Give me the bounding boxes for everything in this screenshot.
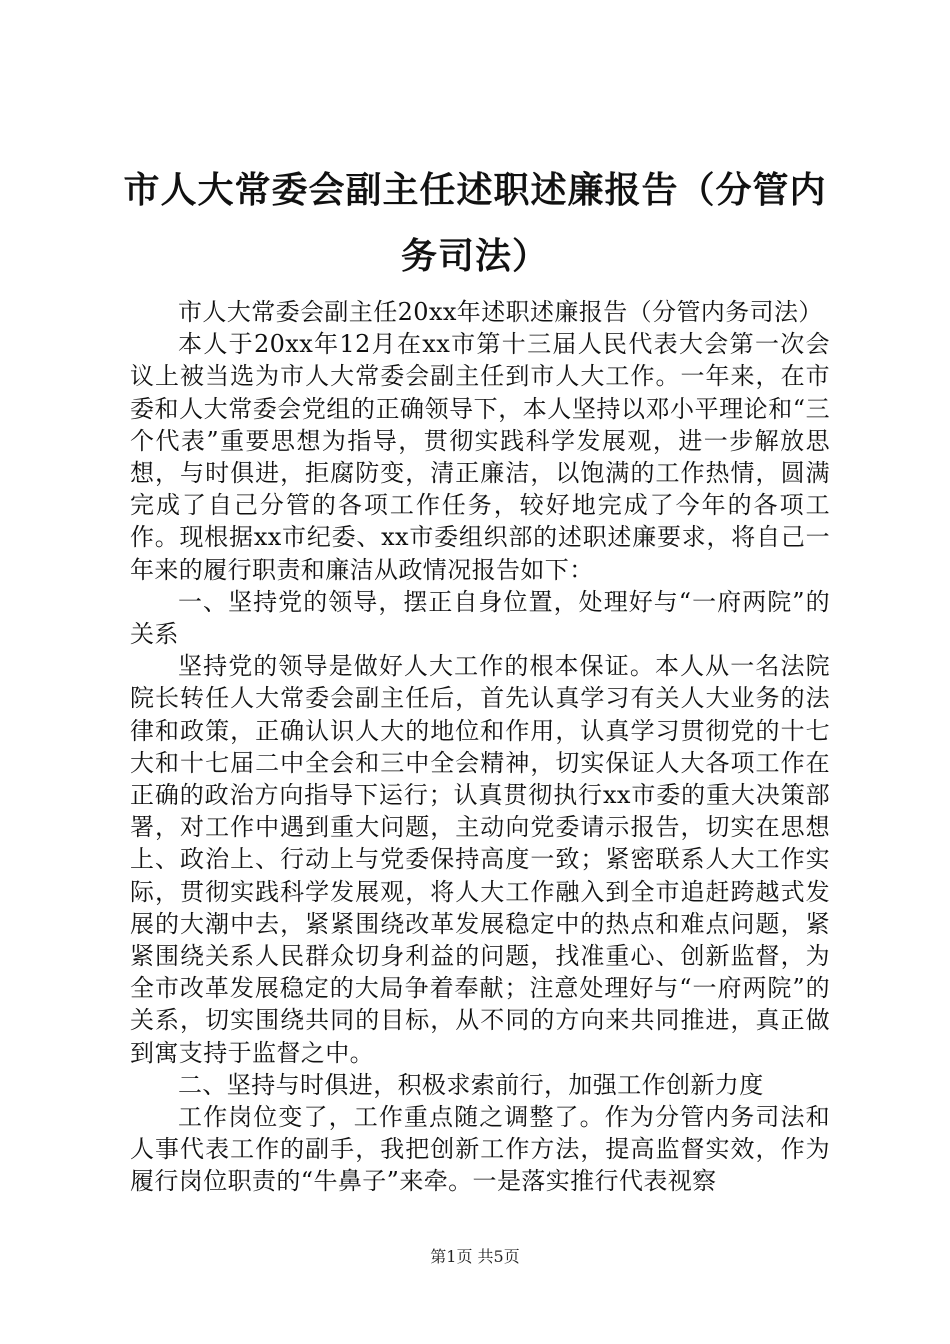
intro-paragraph: 本人于20xx年12月在xx市第十三届人民代表大会第一次会议上被当选为市人大常委会副主任到市人大工作。一年来，在市委和人大常委会党组的正确领导下，本人坚持以邓小平理论和“三个代表”重要思想为指导，贯彻实践科学发展观，进一步解放思想，与时俱进，拒腐防变，清正廉洁，以饱满的工作热情，圆满完成了自己分管的各项工作任务，较好地完成了今年的各项工作。现根据xx市纪委、xx市委组织部的述职述廉要求，将自己一年来的履行职责和廉洁从政情况报告如下： [130, 330, 830, 584]
section-paragraph-1: 坚持党的领导是做好人大工作的根本保证。本人从一名法院院长转任人大常委会副主任后，首先认真学习有关人大业务的法律和政策，正确认识人大的地位和作用，认真学习贯彻党的十七大和十七届二中全会和三中全会精神，切实保证人大各项工作在正确的政治方向指导下运行；认真贯彻执行xx市委的重大决策部署，对工作中遇到重大问题，主动向党委请示报告，切实在思想上、政治上、行动上与党委保持高度一致；紧密联系人大工作实际，贯彻实践科学发展观，将人大工作融入到全市追赶跨越式发展的大潮中去，紧紧围绕改革发展稳定中的热点和难点问题，紧紧围绕关系人民群众切身利益的问题，找准重心、创新监督，为全市改革发展稳定的大局争着奉献；注意处理好与“一府两院”的关系，切实围绕共同的目标，从不同的方向来共同推进，真正做到寓支持于监督之中。 [130, 652, 830, 1067]
document-body [130, 296, 830, 1198]
page-footer: 第1页 共5页 [430, 1247, 520, 1266]
subtitle-paragraph: 市人大常委会副主任20xx年述职述廉报告（分管内务司法） [178, 298, 823, 326]
section-heading-1: 一、坚持党的领导，摆正自身位置，处理好与“一府两院”的关系 [130, 587, 830, 649]
section-heading-2: 二、坚持与时俱进，积极求索前行，加强工作创新力度 [178, 1070, 764, 1099]
section-paragraph-2: 工作岗位变了，工作重点随之调整了。作为分管内务司法和人事代表工作的副手，我把创新工作方法，提高监督实效，作为履行岗位职责的“牛鼻子”来牵。一是落实推行代表视察 [130, 1103, 830, 1196]
document-title: 市人大常委会副主任述职述廉报告（分管内务司法） [123, 170, 827, 277]
